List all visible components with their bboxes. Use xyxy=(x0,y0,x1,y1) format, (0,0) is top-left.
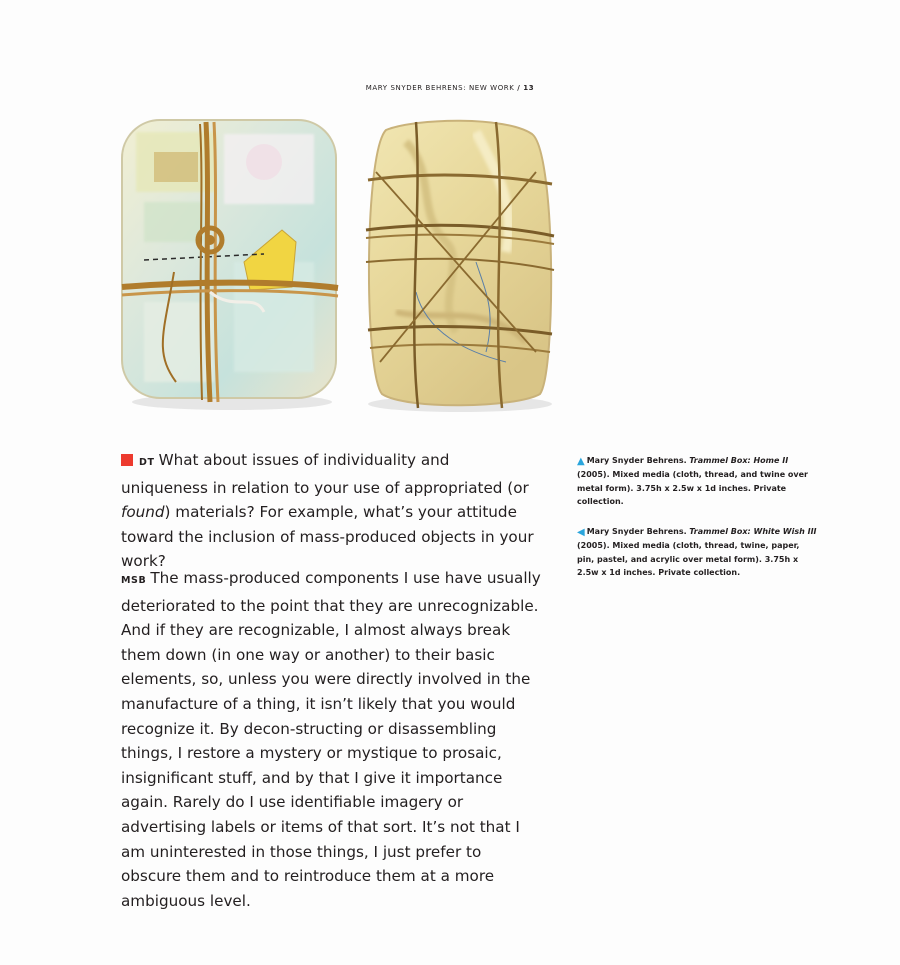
page-number: 13 xyxy=(523,84,535,92)
answer-speaker: MSB xyxy=(121,575,147,586)
question-marker-icon xyxy=(121,454,133,466)
caption-home-ii xyxy=(577,454,817,509)
question-speaker: DT xyxy=(139,457,155,468)
question-text-before: What about issues of individuality and uniqueness in relation to your use of appropriated (or xyxy=(121,451,529,497)
question-emphasis: found xyxy=(121,503,165,521)
interview-answer xyxy=(121,566,541,913)
triangle-up-icon: ▲ xyxy=(577,456,585,467)
caption-details: (2005). Mixed media (cloth, thread, twine, paper, pin, pastel, and acrylic over metal form). 3.75h x 2.5w x 1d inches. Private collection. xyxy=(577,541,800,578)
running-head-separator: / xyxy=(517,84,521,92)
running-head xyxy=(0,84,900,92)
caption-white-wish-iii xyxy=(577,525,817,580)
question-text-after: ) materials? For example, what’s your attitude toward the inclusion of mass-produced objects in your work? xyxy=(121,503,534,570)
running-head-title: MARY SNYDER BEHRENS: NEW WORK xyxy=(365,84,515,92)
caption-artist: Mary Snyder Behrens. xyxy=(586,527,687,536)
caption-details: (2005). Mixed media (cloth, thread, and twine over metal form). 3.75h x 2.5w x 1d inches. Private collection. xyxy=(577,470,808,507)
caption-title: Trammel Box: White Wish III xyxy=(689,527,817,536)
answer-text: The mass-produced components I use have usually deteriorated to the point that they are unrecognizable. And if they are recognizable, I almost always break them down (in one way or another) to their basic elements, so, unless you were directly involved in the manufacture of a thing, it isn’t likely that you would recognize it. By decon-structing or disassembling things, I restore a mystery or mystique to prosaic, insignificant stuff, and by that I give it importance again. Rarely do I use identifiable imagery or advertising labels or items of that sort. It’s not that I am uninterested in those things, I just prefer to obscure them and to reintroduce them at a more ambiguous level. xyxy=(121,569,541,910)
caption-title: Trammel Box: Home II xyxy=(689,456,789,465)
caption-artist: Mary Snyder Behrens. xyxy=(586,456,687,465)
triangle-left-icon: ◀ xyxy=(577,527,585,538)
interview-question xyxy=(121,448,541,574)
artwork-white-wish-iii-image xyxy=(356,112,560,414)
artwork-home-ii-image xyxy=(114,112,346,412)
